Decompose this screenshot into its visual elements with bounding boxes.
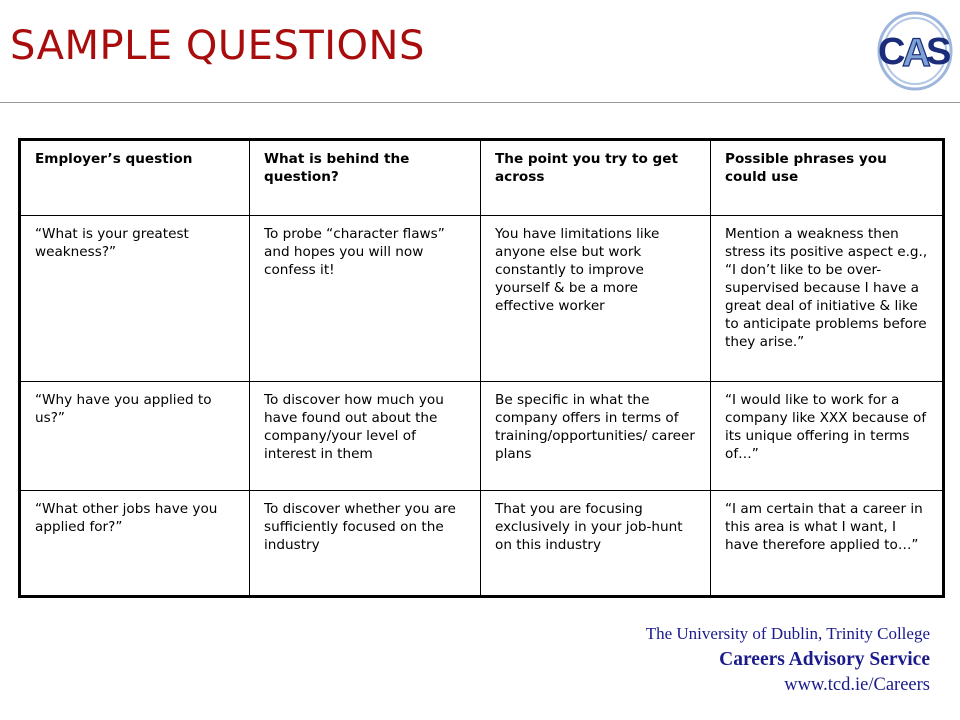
header-behind-question: What is behind the question? [250,140,481,216]
cell-behind-question: To discover whether you are sufficiently focused on the industry [250,491,481,597]
header-point-across: The point you try to get across [481,140,711,216]
footer-institution: The University of Dublin, Trinity College [645,624,930,643]
header-employer-question: Employer’s question [20,140,250,216]
footer-branding [646,624,930,697]
footer-url: www.tcd.ie/Careers [784,675,930,695]
footer-service: Careers Advisory Service [719,649,930,670]
cell-point-across: Be specific in what the company offers in terms of training/opportunities/ career plans [481,382,711,491]
logo-letter-a: A [902,31,931,75]
logo-letter-s: S [926,31,952,73]
sample-questions-table [18,138,945,598]
cell-behind-question: To probe “character flaws” and hopes you will now confess it! [250,216,481,382]
cell-employer-question: “What is your greatest weakness?” [20,216,250,382]
cell-point-across: That you are focusing exclusively in your job-hunt on this industry [481,491,711,597]
cell-possible-phrases: Mention a weakness then stress its positive aspect e.g., “I don’t like to be over-supervised because I have a great deal of initiative & like to anticipate problems before they arise.” [711,216,944,382]
cell-employer-question: “Why have you applied to us?” [20,382,250,491]
slide-title: SAMPLE QUESTIONS [10,23,425,69]
cas-logo [872,8,956,92]
table-row [20,382,944,491]
cell-point-across: You have limitations like anyone else but work constantly to improve yourself & be a more effective worker [481,216,711,382]
table-row [20,216,944,382]
cas-logo-graphic [872,8,956,92]
header-possible-phrases: Possible phrases you could use [711,140,944,216]
title-divider [0,102,960,103]
cell-possible-phrases: “I would like to work for a company like XXX because of its unique offering in terms of…” [711,382,944,491]
logo-letter-c: C [878,31,906,73]
cell-employer-question: “What other jobs have you applied for?” [20,491,250,597]
cell-possible-phrases: “I am certain that a career in this area is what I want, I have therefore applied to…” [711,491,944,597]
cell-behind-question: To discover how much you have found out about the company/your level of interest in them [250,382,481,491]
table-row [20,491,944,597]
table-header-row [20,140,944,216]
